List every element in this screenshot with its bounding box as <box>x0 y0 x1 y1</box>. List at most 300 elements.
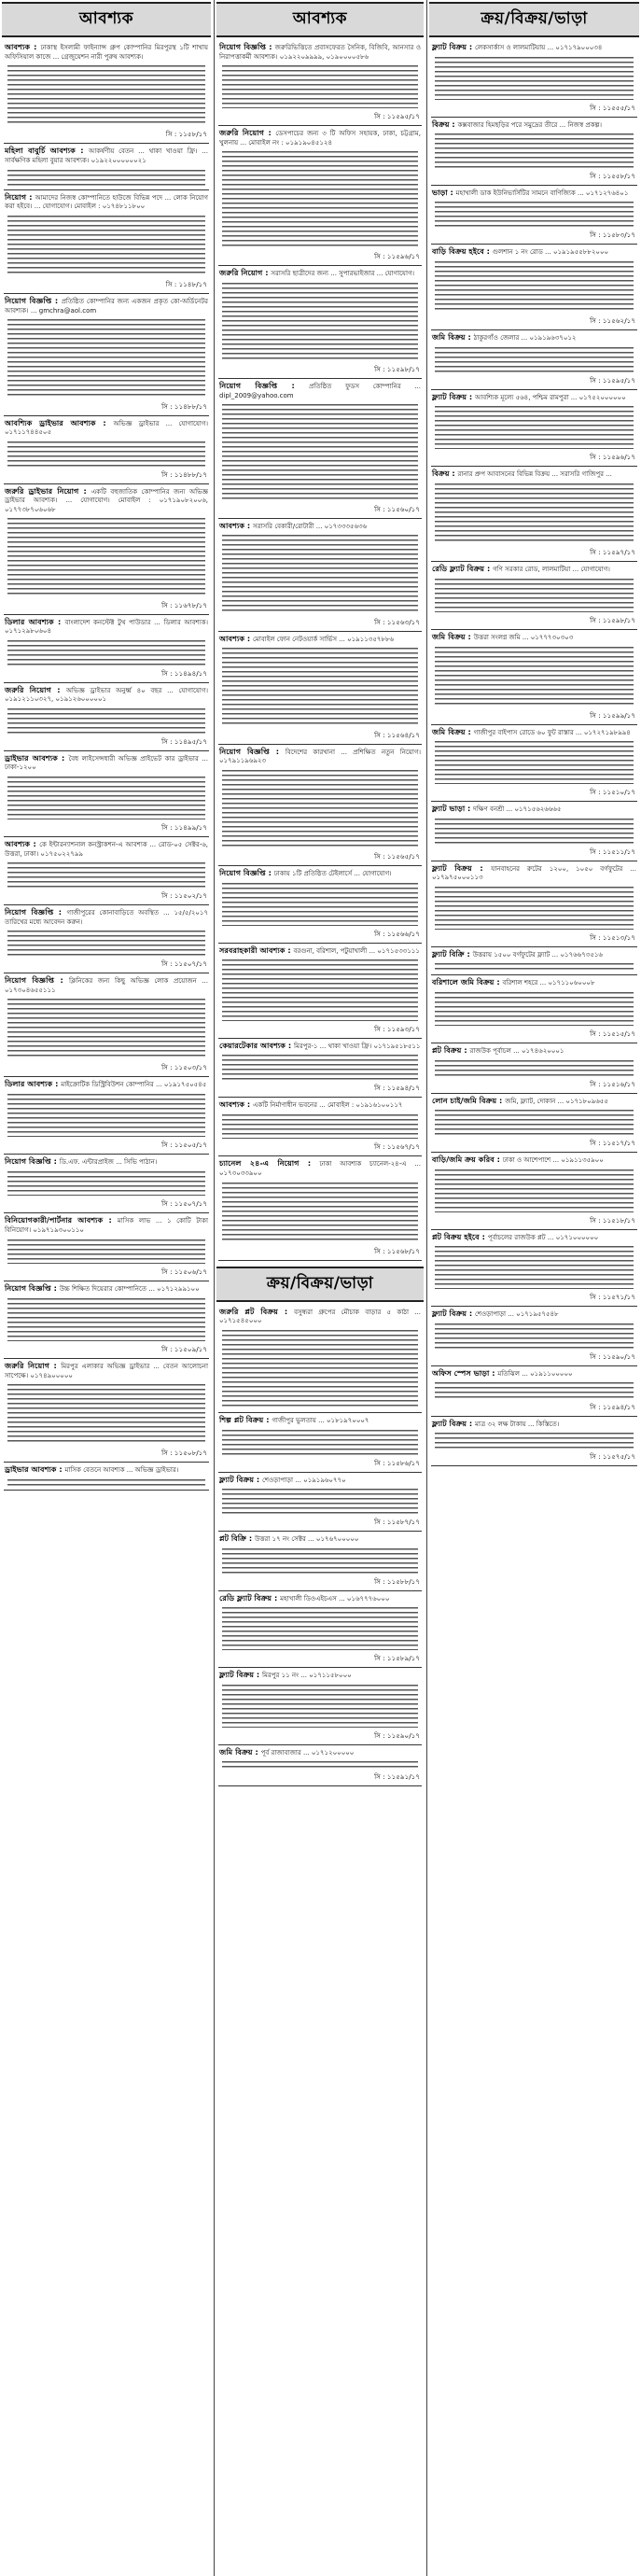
ad-body-lines <box>435 1431 634 1449</box>
ad-list <box>216 1305 424 1786</box>
classified-ad <box>429 802 639 847</box>
section-header: ক্রয়/বিক্রয়/ভাড়া <box>429 2 639 37</box>
ad-text: ঢাকা ও আশেপাশে ... ০১৯১১৩৫৯০০ <box>502 1156 604 1165</box>
ad-text: অভিজ্ঞ ড্রাইভার ... যোগাযোগ। ০১৭১১৭৪৪৫০৫ <box>5 419 208 437</box>
ad-text: গুলশান ১ নং রোড ... ০১৯১৯৫৫৮৮২০০০ <box>492 247 609 256</box>
ad-reference: সি : ১১৫৬৪/১৭ <box>374 730 420 739</box>
ad-heading: ডিলার আবশ্যক : <box>5 616 65 626</box>
ad-body-lines <box>222 1113 418 1140</box>
ad-heading: ড্রাইভার আবশ্যক : <box>5 1464 65 1475</box>
classified-ad <box>216 1591 424 1655</box>
ad-heading: প্লট বিক্রয় হইবে : <box>432 1231 488 1241</box>
ad-heading: নিয়োগ বিজ্ঞপ্তি : <box>219 746 286 756</box>
ad-list <box>2 40 211 1491</box>
ad-heading: ভাড়া : <box>432 187 456 197</box>
ad-body-lines <box>435 55 634 100</box>
classified-ad <box>2 1359 211 1449</box>
classified-ad <box>216 632 424 731</box>
ad-text: দক্ষিণ বনশ্রী ... ০১৭১৫৬২৬৬৬৫ <box>473 805 562 814</box>
ad-text: উত্তরায় ১৫০০ বর্গফুটের ফ্ল্যাট ... ০১৭৬৬৭৩৫১৬ <box>472 950 603 959</box>
classified-ad <box>2 40 211 130</box>
ad-text: ঠাকুরগাঁও জেলার ... ০১৯১৯৬৩৭০১২ <box>473 334 577 343</box>
ad-body-lines <box>222 1605 418 1650</box>
classified-ad <box>429 245 639 316</box>
classified-ad <box>429 630 639 711</box>
ad-body-lines <box>222 63 418 108</box>
ad-body-lines <box>435 990 634 1026</box>
ad-heading: আবশ্যক : <box>5 42 41 51</box>
ad-heading: বাড়ি বিক্রয় হইবে : <box>432 245 493 256</box>
ad-reference: সি : ১১৫৬৭/১৭ <box>374 1142 420 1152</box>
ad-text: উত্তরা সংলগ্ন জমি ... ০১৭৭৭৩০৩০৩ <box>473 633 574 641</box>
column-rule <box>426 0 427 2576</box>
ad-text: ডি.এফ. এন্টারপ্রাইজ ... সিভি পাঠান। <box>59 1157 158 1166</box>
ad-body-lines <box>7 1382 205 1445</box>
ad-text: মহাখালী ডাক ইউনিভার্সিটির সামনে বাণিজ্যিক ... ০১৭১২৭৬৪০১ <box>455 189 629 197</box>
classified-ad <box>429 947 639 974</box>
ad-reference: সি : ১১৫৫৮/১৭ <box>590 171 635 180</box>
classified-ad <box>429 1307 639 1351</box>
classified-ad <box>216 1745 424 1772</box>
ad-heading: আবশ্যক : <box>219 633 254 643</box>
ad-heading: জরুরি নিয়োগ : <box>5 684 66 694</box>
ad-body-lines <box>222 402 418 501</box>
ad-body-lines <box>435 885 634 930</box>
classified-ad <box>216 1473 424 1518</box>
ad-body-lines <box>222 149 418 248</box>
ad-body-lines <box>7 440 205 467</box>
classified-ad <box>216 1668 424 1731</box>
ad-body-lines <box>222 1328 418 1408</box>
ad-text: মহাখালী ডিওএইচএস ... ০১৬৭৭৭৬০০০ <box>280 1594 390 1603</box>
ad-body-lines <box>7 638 205 665</box>
ad-reference: সি : ১১৫০৩/১৭ <box>161 1063 207 1072</box>
ad-text: গাজীপুরের কোনাবাড়িতে অবস্থিত ... ১৫/৫/২০১৭ তারিখের মধ্যে আবেদন করুন। <box>5 909 209 926</box>
ad-divider <box>4 1490 209 1491</box>
ad-heading: ফ্ল্যাট বিক্রয় : <box>432 42 476 51</box>
classified-ad <box>216 1305 424 1413</box>
ad-text: যানবাহনের রুটের ১২০০, ১০৫০ বর্গফুটের ... ০১৭৯৭৫০০০১১৩ <box>432 864 637 882</box>
ad-text: মিরপুর ১১ নং ... ০১৭১১৫৮০০০ <box>262 1672 352 1680</box>
ad-heading: লোন চাই/জমি বিক্রয় : <box>432 1095 506 1105</box>
ad-text: রানার প্রুপ আবাসনের বিভিন্ন বিক্রয় ... সরাসরি গাজিপুর ... <box>457 470 612 479</box>
ad-reference: সি : ১১৫০৮/১৭ <box>161 1449 207 1458</box>
ad-body-lines <box>222 1053 418 1080</box>
ad-reference: সি : ১১৫৮৩/১৭ <box>590 230 635 239</box>
ad-heading: জরুরি নিয়োগ : <box>5 1360 62 1370</box>
ad-heading: নিয়োগ : <box>5 191 35 202</box>
ad-heading: জরুরি প্লট বিক্রয় : <box>219 1306 295 1316</box>
ad-reference: সি : ১১৫৮৯/১৭ <box>374 1654 420 1663</box>
classified-ad <box>429 330 639 375</box>
ad-body-lines <box>222 1759 418 1769</box>
ad-text: লেকসার্কাস ও লালমাটিয়ায় ... ০১৭১৭৯০০০৩৪ <box>475 44 603 51</box>
ad-body-lines <box>222 1181 418 1243</box>
ad-text: গাজীপুর বাইপাস রোডে ৬০ ফুট রাস্তার ... ০১৭২৭১৯৮৯৯৪ <box>473 728 631 736</box>
ad-reference: সি : ১১৫৯০/১৭ <box>374 1730 420 1740</box>
ad-text: ক্লিনিকের জন্য কিছু অভিজ্ঞ লোক প্রয়োজন ... ০১৭৩০৪৬৫৫১১১ <box>5 976 209 994</box>
ad-text: মাইক্রোটিক ডিস্ট্রিবিউশন কোম্পানির ... ০১৯১৭৫০৫৪৫ <box>61 1081 207 1089</box>
ad-body-lines <box>7 707 205 734</box>
ad-text: জমি, ফ্ল্যাট, দোকান ... ০১৭১৮০৯৬৫৫ <box>505 1097 608 1105</box>
ad-text: উত্তরা ১৭ নং সেক্টর ... ০১৭৬৭০০০০০ <box>254 1535 359 1544</box>
classified-ad <box>2 1077 211 1141</box>
classified-ad <box>216 866 424 930</box>
ad-text: ঢাকায় ১টি প্রতিষ্ঠিত টেইলার্সে ... যোগাযোগ। <box>273 870 392 878</box>
ad-heading: নিয়োগ বিজ্ঞপ্তি : <box>219 380 310 390</box>
ad-reference: সি : ১১৫৬৬/১৭ <box>374 929 420 938</box>
ad-reference: সি : ১১৪৯৪/১৭ <box>161 668 207 678</box>
classified-ad <box>429 975 639 1029</box>
ad-heading: জমি বিক্রয় : <box>219 1746 261 1757</box>
ad-body-lines <box>222 958 418 1020</box>
ad-body-lines <box>222 1487 418 1514</box>
ad-divider <box>218 1260 422 1261</box>
ad-reference: সি : ১১৫০৬/১৭ <box>161 1267 207 1277</box>
classified-ad <box>429 1153 639 1216</box>
classified-ad <box>429 1043 639 1080</box>
ad-list <box>216 40 424 1261</box>
classified-ad <box>2 751 211 823</box>
ad-body-lines <box>435 132 634 167</box>
ad-reference: সি : ১১৫৯৬/১৭ <box>590 453 635 462</box>
ad-text: বিদেশের কারখানা ... প্রশিক্ষিত নতুন নিয়োগ। ০১৭৯১১৯৬৯২৩ <box>219 748 422 765</box>
ad-heading: নিয়োগ বিজ্ঞপ্তি : <box>219 42 275 51</box>
ad-reference: সি : ১১৫৬৫/১৭ <box>374 852 420 861</box>
classified-ad <box>429 1366 639 1403</box>
ad-body-lines <box>7 63 205 126</box>
ad-heading: ফ্ল্যাট বিক্রয় : <box>432 862 492 873</box>
ad-text: বরিশাল শহরে ... ০১৭১১০৬০০০৮ <box>502 979 595 987</box>
ad-body-lines <box>222 1547 418 1574</box>
classified-ad <box>2 294 211 402</box>
ad-text: গাজীপুর ভুলতায় ... ০১৮১৯৭০০০৭ <box>272 1417 369 1425</box>
ad-reference: সি : ১১৪৮৮/১৭ <box>161 401 207 411</box>
ad-heading: নিয়োগ বিজ্ঞপ্তি : <box>5 974 69 985</box>
section-header: ক্রয়/বিক্রয়/ভাড়া <box>216 1267 424 1302</box>
ad-heading: চ্যানেল ২৪-এ নিয়োগ : <box>219 1158 320 1169</box>
ad-reference: সি : ১১৫৯৯/১৭ <box>590 710 635 720</box>
ad-text: মাত্র ৩২ লক্ষ টাকায় ... কিস্তিতে। <box>475 1420 560 1428</box>
ad-text: শেওড়াপাড়া ... ০১৭১৯৫৭৫৪৮ <box>475 1310 559 1319</box>
ad-reference: সি : ১১৫০৭/১৭ <box>161 959 207 968</box>
ad-reference: সি : ১১৫১৭/১৭ <box>590 1139 635 1148</box>
ad-body-lines <box>7 168 205 186</box>
ad-text: আবশ্যিক মূল্যে ৫৬৪, পশ্চিম রামপুরা ... ০১৭৫২০০০০০০ <box>475 393 626 401</box>
classified-column-2 <box>216 0 424 2576</box>
ad-text: একটি বহুজাতিক কোম্পানির জন্য অভিজ্ঞ ড্রাইভার আবশ্যক। ... যোগাযোগ। মোবাইল : ০১৭১৯০৮২০০৬, ০১৭৭৩৮৭০৬০৬৮ <box>5 487 208 513</box>
ad-heading: জরুরি নিয়োগ : <box>219 128 276 138</box>
ad-heading: জরুরি ড্রাইভার নিয়োগ : <box>5 485 91 496</box>
classified-ad <box>429 1094 639 1139</box>
ad-body-lines <box>435 1244 634 1289</box>
ad-heading: ডিলার আবশ্যক : <box>5 1079 62 1089</box>
classified-ad <box>216 1413 424 1458</box>
ad-text: অভিজ্ঞ ড্রাইভার অনুর্ধ্ব ৪০ বছর ... যোগাযোগ। ০১৯১২১১০৩২৭, ০১৯১২৬০০০০০১ <box>5 686 208 704</box>
ad-reference: সি : ১১৫৬৩/১৭ <box>374 617 420 626</box>
ad-text: মোবাইল ফোন নেটওয়ার্ক সার্ভিস ... ০১৯১১৩৫৭৮৮৬ <box>253 635 395 643</box>
ad-text: ডেসপাচের জন্য ৩ টি অফিস সহায়ক, ঢাকা, চট্টগ্রাম, খুলনায় ... মোবাইল নং : ০১৯১৯০৪৫১২৪ <box>219 130 421 147</box>
ad-heading: নিয়োগ বিজ্ঞপ্তি : <box>5 1155 60 1166</box>
ad-heading: রেডি ফ্ল্যাট বিক্রয় : <box>432 563 494 573</box>
ad-body-lines <box>435 1168 634 1212</box>
ad-heading: আবশ্যিক ড্রাইভার আবশ্যক : <box>5 417 114 427</box>
classified-ad <box>216 40 424 112</box>
ad-divider <box>218 1785 422 1786</box>
classified-ad <box>216 126 424 252</box>
classified-ad <box>429 467 639 548</box>
ad-body-lines <box>7 1238 205 1265</box>
ad-heading: কেয়ারটেকার আবশ্যক : <box>219 1040 294 1050</box>
classified-ad <box>216 266 424 365</box>
classified-ad <box>216 379 424 505</box>
classified-ad <box>2 683 211 737</box>
ad-text: প্রতিষ্ঠিত কোম্পানির জন্য একজন প্রকৃত কো-অর্ডিনেটর আবশ্যক। ... gmchra@aol.com <box>5 298 208 315</box>
classified-ad <box>429 390 639 454</box>
ad-reference: সি : ১১৪৯৫/১৭ <box>161 736 207 746</box>
ad-body-lines <box>435 1380 634 1398</box>
ad-heading: আবশ্যক : <box>219 1099 254 1110</box>
ad-reference: সি : ১১৫৮/১৭ <box>165 130 207 139</box>
ad-text: আকর্ষণীয় বেতন ... থাকা খাওয়া ফ্রি। ... সার্বক্ষণিক মহিলা বুয়ার আবশ্যক। ০১৯২২০০০০০০২১ <box>5 147 208 164</box>
ad-text: জরুরিভিত্তিতে প্রবাসফেরত সৈনিক, বিজিবি, আনসার ও নিরাপত্তাকর্মী আবশ্যক। ০১৯২২০৯৯৯৯, ০১৯০০০০৫৮৬ <box>219 44 422 61</box>
ad-reference: সি : ১১৫৯৩/১৭ <box>374 1024 420 1033</box>
ad-body-lines <box>7 861 205 888</box>
ad-body-lines <box>435 1322 634 1349</box>
ad-reference: সি : ১১৫১০/১৭ <box>590 788 635 797</box>
ad-reference: সি : ১১৪৮/১৭ <box>165 280 207 289</box>
ad-heading: আবশ্যক : <box>5 839 40 849</box>
ad-heading: ড্রাইভার আবশ্যক : <box>5 752 69 763</box>
ad-text: শেওড়াপাড়া ... ০১৯১৯৬০৭৭০ <box>262 1476 346 1484</box>
classified-ad <box>429 186 639 231</box>
ad-heading: প্লট বিক্রয় : <box>432 1045 470 1056</box>
ad-text: বসুন্ধরা গ্রুপের মৌচাক বাড়ার ৫ কাঠা ... ০১৭১৫৪৫০০০ <box>219 1308 421 1325</box>
ad-body-lines <box>435 200 634 227</box>
ad-heading: প্লট বিক্রি : <box>219 1533 255 1544</box>
ad-text: কক্সবাজার হিমছড়ির পরে সমুদ্রের তীরে ... নিজস্ব প্রকল্প। <box>457 120 603 129</box>
ad-body-lines <box>435 817 634 844</box>
ad-reference: সি : ১১৫০২/১৭ <box>161 891 207 900</box>
ad-reference: সি : ১১৫০৭/১৭ <box>161 1199 207 1209</box>
ad-text: রাজউক পূর্বাচল ... ০১৭৪৬২০০০১ <box>469 1047 564 1056</box>
ad-reference: সি : ১১৪৯৯/১৭ <box>161 823 207 833</box>
ad-heading: নিয়োগ বিজ্ঞপ্তি : <box>5 296 62 306</box>
ad-heading: ফ্ল্যাট বিক্রয় : <box>432 1309 476 1319</box>
ad-body-lines <box>435 577 634 612</box>
ad-body-lines <box>7 317 205 398</box>
ad-text: পূর্ব রাজাবাজার ... ০১৭১২০০০০০ <box>260 1748 355 1757</box>
ad-text: মতিঝিল ... ০১৯১১০০০০০ <box>497 1369 573 1378</box>
ad-heading: অফিস স্পেস ভাড়া : <box>432 1367 498 1378</box>
ad-heading: রেডি ফ্ল্যাট বিক্রয় : <box>219 1592 281 1603</box>
ad-text: বৈধ লাইসেন্সধারী অভিজ্ঞ প্রাইভেট কার ড্রাইভার ... ঢাকা-১২০০ <box>5 754 209 772</box>
ad-reference: সি : ১১৪৮৮/১৭ <box>161 469 207 479</box>
ad-text: মাসিক লাভ ... ১ কোটি টাকা বিনিয়োগ। ০১৯৭১৯৩০০১১০ <box>5 1217 208 1234</box>
classified-ad <box>216 944 424 1025</box>
ad-heading: বরিশালে জমি বিক্রয় : <box>432 977 503 987</box>
classified-ad <box>2 416 211 470</box>
ad-heading: জমি বিক্রয় : <box>432 332 474 343</box>
ad-body-lines <box>435 961 634 971</box>
ad-body-lines <box>222 1428 418 1455</box>
classified-ad <box>216 1532 424 1576</box>
ad-heading: ফ্ল্যাট বিক্রি : <box>432 948 473 959</box>
ad-body-lines <box>7 1477 205 1487</box>
ad-text: উচ্চ শিক্ষিত দিয়েরার কোম্পানিতে ... ০১৭১২৯৯১০০ <box>59 1285 200 1294</box>
ad-reference: সি : ১১৫৯৭/১৭ <box>590 547 635 556</box>
classified-ad <box>216 1098 424 1142</box>
classified-ad <box>429 562 639 616</box>
ad-reference: সি : ১১৫৮৭/১৭ <box>374 1518 420 1527</box>
classified-ad <box>216 1156 424 1246</box>
ad-reference: সি : ১১৫৫৫/১৭ <box>590 103 635 112</box>
classified-ad <box>2 1463 211 1490</box>
ad-text: সরাসরি বেকারী/রোটারী ... ০১৭৩৩৩৫৬৩৬ <box>253 522 368 530</box>
classified-ad <box>2 1155 211 1199</box>
ad-body-lines <box>222 281 418 361</box>
ad-list <box>429 40 639 1466</box>
ad-body-lines <box>7 929 205 956</box>
ad-heading: ফ্ল্যাট বিক্রয় : <box>432 391 476 401</box>
ad-heading: নিয়োগ বিজ্ঞপ্তি : <box>5 907 67 917</box>
ad-reference: সি : ১১৫১৩/১৭ <box>590 932 635 942</box>
ad-reference: সি : ১১৫৬২/১৭ <box>590 316 635 326</box>
ad-reference: সি : ১১৫৮৬/১৭ <box>374 1458 420 1467</box>
column-rule <box>214 0 215 2576</box>
ad-heading: জমি বিক্রয় : <box>432 726 474 736</box>
ad-reference: সি : ১১৫৯৪/১৭ <box>590 1402 635 1411</box>
ad-text: প্রতিষ্ঠিত ফুডস কোম্পানির ... dipl_2009@yahoo.com <box>219 382 422 399</box>
classified-ad <box>216 519 424 618</box>
ad-reference: সি : ১১৫৮৮/১৭ <box>374 1576 420 1586</box>
ad-heading: ফ্ল্যাট বিক্রয় : <box>432 1418 476 1428</box>
ad-heading: জমি বিক্রয় : <box>432 631 474 641</box>
ad-reference: সি : ১১৫৯৪/১৭ <box>374 1084 420 1093</box>
ad-body-lines <box>7 516 205 596</box>
ad-body-lines <box>435 1058 634 1076</box>
ad-reference: সি : ১১৫৯০/১৭ <box>590 1351 635 1361</box>
ad-heading: নিয়োগ বিজ্ঞপ্তি : <box>219 868 274 878</box>
ad-reference: সি : ১১৫৯৫/১৭ <box>590 375 635 385</box>
ad-body-lines <box>435 345 634 372</box>
ad-reference: সি : ১১৫৯৮/১৭ <box>374 364 420 373</box>
ad-text: মাসিক বেতনে আবশ্যক ... অভিজ্ঞ ড্রাইভার। <box>64 1466 179 1475</box>
ad-heading: শিল্প প্লট বিক্রয় : <box>219 1415 272 1425</box>
ad-reference: সি : ১১৫১৫/১৭ <box>590 1029 635 1039</box>
section-header: আবশ্যক <box>2 2 211 37</box>
ad-reference: সি : ১১৫৬০/১৭ <box>374 504 420 513</box>
classified-ad <box>429 40 639 104</box>
ad-body-lines <box>435 259 634 314</box>
classified-ad <box>2 905 211 959</box>
classified-ad <box>2 484 211 601</box>
ad-reference: সি : ১১৫৯৮/১৭ <box>590 615 635 624</box>
classified-column-3 <box>429 0 639 2576</box>
ad-body-lines <box>7 1169 205 1197</box>
ad-text: ঢাকাস্থ ইসলামী ফাইন্যান্স গ্রুপ কোম্পানির মিরপুরস্থ ১টি শাখায় অফিসিয়াল কাজে ... গ্রেজুয়েশন নারী পুরুষ আবশ্যক। <box>5 44 209 61</box>
ad-reference: সি : ১১৫৭১/১৭ <box>590 1293 635 1302</box>
ad-heading: ফ্ল্যাট বিক্রয় : <box>219 1474 263 1484</box>
ad-body-lines <box>7 214 205 276</box>
ad-body-lines <box>222 1683 418 1728</box>
classified-ad <box>2 144 211 189</box>
ad-body-lines <box>435 404 634 449</box>
classified-ad <box>2 973 211 1063</box>
ad-body-lines <box>7 1296 205 1341</box>
ad-reference: সি : ১১৫৯১/১৭ <box>374 1771 420 1781</box>
ad-body-lines <box>222 533 418 613</box>
classified-ad <box>2 837 211 891</box>
classified-ad <box>216 745 424 853</box>
classified-ad <box>2 1281 211 1345</box>
classified-ad <box>429 1230 639 1294</box>
ad-reference: সি : ১১৫১১/১৭ <box>590 847 635 856</box>
ad-heading: বিক্রয় : <box>432 119 458 129</box>
ad-body-lines <box>435 482 634 544</box>
ad-heading: মহিলা বাবুর্চি আবশ্যক : <box>5 146 90 156</box>
ad-text: বাংলাদেশ কনস্টেক্ট টুথ পাউডার ... ডিলার আবশ্যক। ০১৭১২৯৮০৬০৪ <box>5 618 208 636</box>
ad-body-lines <box>222 881 418 926</box>
ad-reference: সি : ১১৬৭৮/১৭ <box>161 600 207 609</box>
ad-reference: সি : ১১৫৭৫/১৭ <box>590 1452 635 1462</box>
ad-body-lines <box>222 646 418 726</box>
ad-text: কে ইন্টারন্যাশনাল কনস্ট্রাকশন-এ আবশ্যক ... রোড-০৫ সেক্টর-৬, উত্তরা, ঢাকা। ০১৭৫০২২৭৯৯ <box>5 841 208 858</box>
ad-text: পূর্বাচলের রাজউক প্লট ... ০১৭১০০০০০০ <box>487 1233 599 1241</box>
ad-body-lines <box>7 775 205 819</box>
ad-heading: বিক্রয় : <box>432 469 458 479</box>
ad-body-lines <box>435 1108 634 1135</box>
ad-reference: সি : ১১৫৬৮/১৭ <box>374 1246 420 1255</box>
ad-text: বরগুনা, বরিশাল, পটুয়াখালী ... ০১৭১৫৩৩১১১ <box>293 946 420 955</box>
ad-heading: ফ্ল্যাট বিক্রয় : <box>219 1670 263 1680</box>
ad-text: গণি সরকার রোড, লালমাটিয়া ... যোগাযোগ। <box>493 565 610 573</box>
ad-heading: সরবরাহকারী আবশ্যক : <box>219 945 294 955</box>
ad-heading: নিয়োগ বিজ্ঞপ্তি : <box>5 1283 60 1294</box>
ad-text: আমাদের নিজস্ব কোম্পানিতে হাউজে বিভিন্ন পদে ... লোক নিয়োগ করা হইবে। ... যোগাযোগ। মোবাইল : ০১৭৪৮১১৮০০ <box>5 193 208 211</box>
ad-reference: সি : ১১৫১৮/১৭ <box>590 1215 635 1225</box>
ad-reference: সি : ১১৫৯৬/১৭ <box>374 251 420 260</box>
classified-ad <box>429 861 639 933</box>
classified-ad <box>2 190 211 280</box>
ad-body-lines <box>7 997 205 1059</box>
ad-text: মিরপুর-১ ... থাকা খাওয়া ফ্রি। ০১৭১৯৫১৮৫১১ <box>294 1042 421 1050</box>
ad-reference: সি : ১১৫০৫/১৭ <box>161 1140 207 1149</box>
ad-heading: বাড়ি/জমি ক্রয় করিব : <box>432 1155 503 1165</box>
classified-ad <box>216 1039 424 1084</box>
classified-ad <box>429 725 639 789</box>
ad-text: ঢাকা আবশ্যক চ্যানেল-২৪-এ ... ০১৭৩০৩৩৯০০ <box>219 1160 421 1178</box>
ad-heading: ফ্ল্যাট ভাড়া : <box>432 804 474 814</box>
classified-ad <box>2 1213 211 1267</box>
classified-ad <box>2 615 211 669</box>
ad-heading: আবশ্যক : <box>219 520 254 530</box>
ad-text: মিরপুর এলাকার অভিজ্ঞ ড্রাইভার ... বেতন আলোচনা সাপেক্ষে। ০১৭৪৯০০০০০ <box>5 1362 208 1379</box>
ad-heading: জরুরি নিয়োগ : <box>219 267 272 277</box>
ad-body-lines <box>435 739 634 784</box>
ad-reference: সি : ১১৫১৬/১৭ <box>590 1079 635 1088</box>
classified-column-1 <box>2 0 211 2576</box>
classified-ad <box>429 118 639 172</box>
ad-text: একটি নির্মাণাধীন ভবনের ... মোবাইল : ০১৯১৬১০০১১৭ <box>253 1101 403 1110</box>
ad-text: সরাসরি ছাত্রীদের জন্য ... সুপারভাইজার ... যোগাযোগ। <box>271 269 415 277</box>
classified-ad <box>429 1417 639 1453</box>
ad-divider <box>431 1465 637 1466</box>
ad-body-lines <box>222 768 418 848</box>
ad-heading: বিনিয়োগকারী/পার্টনার আবশ্যক : <box>5 1215 118 1225</box>
ad-body-lines <box>435 645 634 707</box>
section-header: আবশ্যক <box>216 2 424 37</box>
